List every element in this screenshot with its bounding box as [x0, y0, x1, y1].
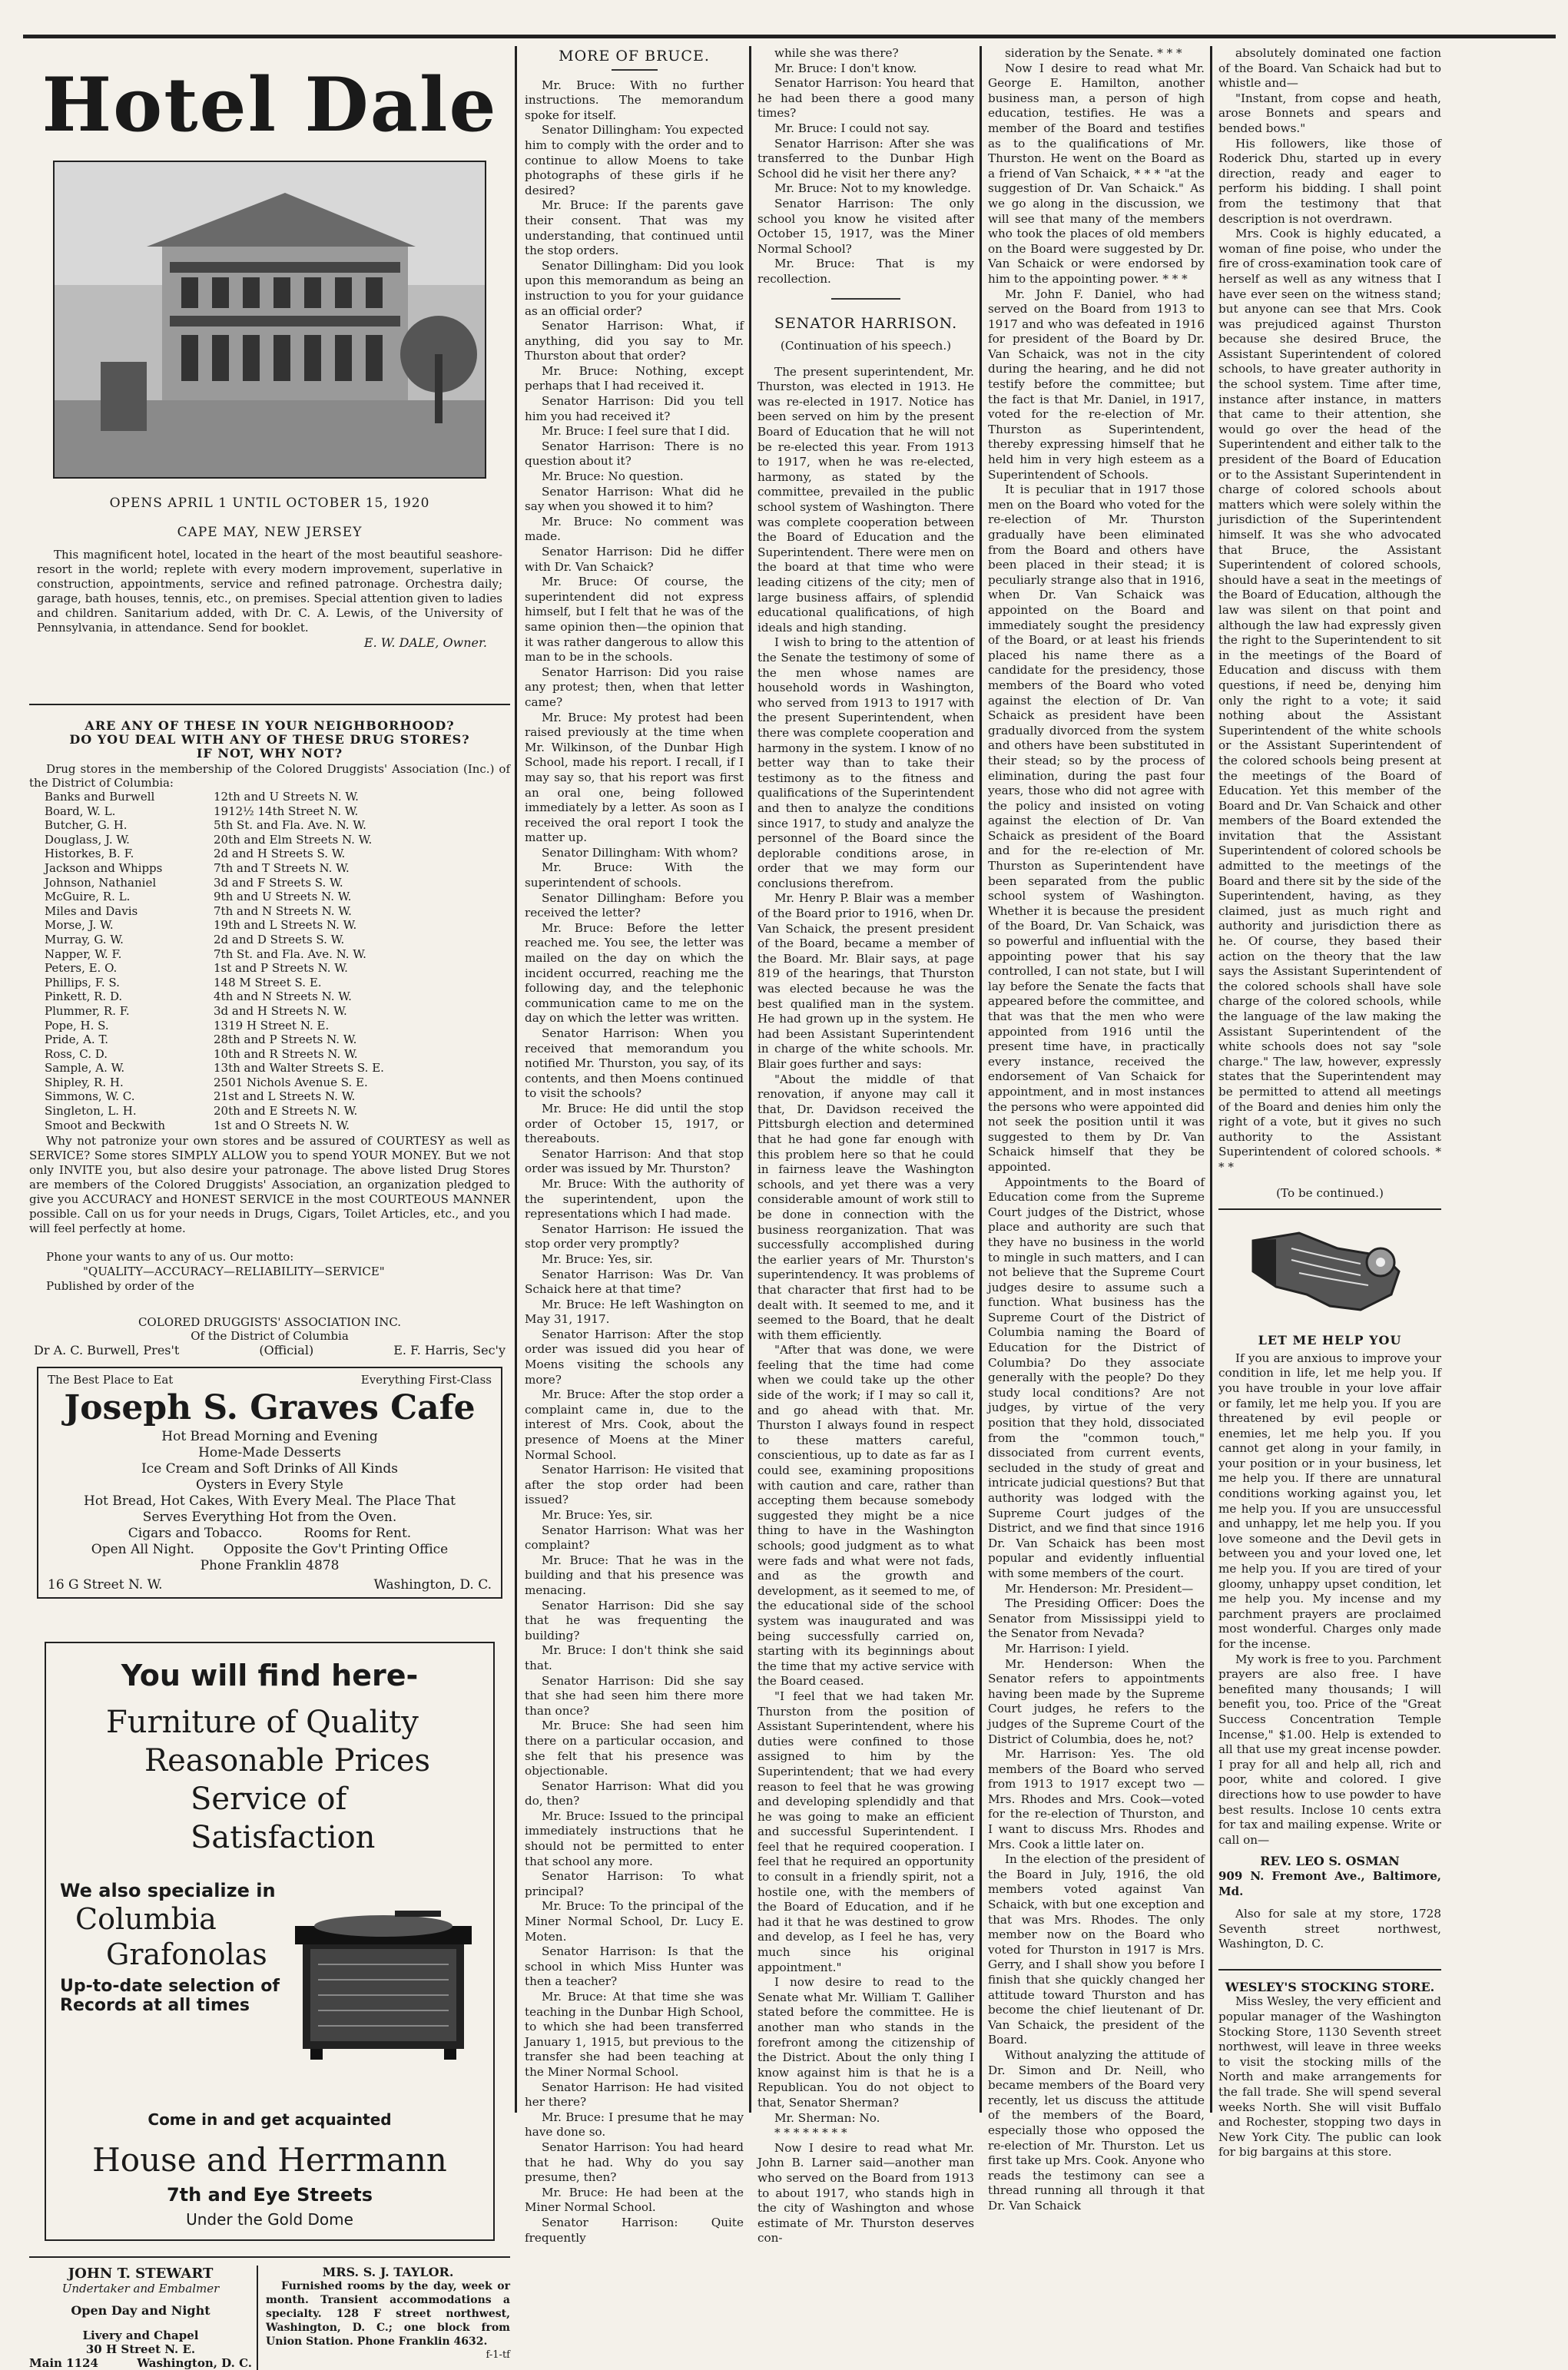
- store-address: 7th and N Streets N. W.: [214, 903, 352, 918]
- house-herrmann-ad: [45, 1642, 495, 2241]
- osman-ad: [1218, 1218, 1441, 1952]
- drug-store-row: [45, 1061, 525, 1076]
- testimony-paragraph: Senator Harrison: What, if anything, did you say to Mr. Thurston about that order?: [525, 319, 744, 363]
- hotel-illustration: [55, 162, 485, 477]
- testimony-paragraph: Mr. Bruce: No comment was made.: [525, 514, 744, 544]
- column-rule: [749, 46, 751, 2113]
- store-name: Pope, H. S.: [45, 1018, 109, 1033]
- testimony-paragraph: Senator Harrison: When you received that memorandum you notified Mr. Thurston, you say, of its contents, and then Moens continued to visit the schools?: [525, 1026, 744, 1101]
- harrison-speech-continued: [988, 46, 1205, 2214]
- store-address: 2d and H Streets S. W.: [214, 847, 346, 861]
- speech-paragraph: In the election of the president of the Board in July, 1916, the old members voted against Van Schaick, with but one exception and that was Mrs. Rhodes. The only member now on the Board who voted for Thurston in 1917 is Mrs. Gerry, and I shall show you before I finish that she quickly changed her attitude toward Thurston and has become the chief lieutenant of Dr. Van Schaick, the president of the Board.: [988, 1852, 1205, 2047]
- store-name: Jackson and Whipps: [45, 860, 163, 875]
- store-name: Johnson, Nathaniel: [45, 875, 157, 890]
- druggist-officers: [34, 1343, 506, 1357]
- testimony-paragraph: Senator Harrison: What did you do, then?: [525, 1778, 744, 1808]
- drug-store-row: [45, 790, 525, 804]
- testimony-paragraph: Mr. Bruce: Not to my knowledge.: [774, 181, 971, 196]
- speech-paragraph: Mr. Harrison: Yes. The old members of the Board who served from 1913 to 1917 except two — Mrs. Rhodes and Mrs. Cook—voted for the re-election of Thurston, and I want to discuss Mrs. Rhodes and Mrs. Cook a little later on.: [988, 1747, 1205, 1851]
- testimony-paragraph: Senator Harrison: Did she say that he was frequenting the building?: [525, 1598, 744, 1642]
- speech-paragraph: The Presiding Officer: Does the Senator from Mississippi yield to the Senator from Nevada?: [988, 1596, 1205, 1641]
- column-speech-and-ads: [1218, 46, 1441, 2160]
- graves-top-right: Everything First-Class: [360, 1373, 492, 1387]
- column-more-of-bruce: [525, 46, 744, 2245]
- osman-body: If you are anxious to improve your condition in life, let me help you. If you have trouble in your love affair or family, let me help you. If you are threatened by evil people or enemies, let me help you. If you cannot get along in your family, in your position or in your business, let me help you. If there are unnatural conditions working against you, let me help you. If you are unsuccessful and unhappy, let me help you. If you love someone and the Devil gets in between you and your loved one, let me help you. If you are tired of your gloomy, unhappy upset condition, let me help you. My incense and my parchment prayers are proclaimed most wonderful. Charges only made for the incense.: [1218, 1351, 1441, 1651]
- drug-store-row: [45, 1033, 525, 1047]
- bruce-testimony-continued: [757, 46, 974, 287]
- column-rule: [1210, 46, 1212, 2113]
- top-rule: [23, 35, 1556, 38]
- speech-paragraph: Mr. Sherman: No.: [774, 2110, 880, 2125]
- testimony-paragraph: Mr. Bruce: He left Washington on May 31, 1917.: [525, 1297, 744, 1327]
- store-name: Morse, J. W.: [45, 918, 114, 933]
- stewart-phone: Main 1124: [29, 2356, 98, 2370]
- speech-paragraph: "Instant, from copse and heath, arose Bonnets and spears and bended bows.": [1218, 91, 1441, 135]
- store-address: 20th and Elm Streets N. W.: [214, 832, 373, 847]
- testimony-paragraph: Mr. Bruce: Issued to the principal immediately instructions that he should not be permitted to enter that school any more.: [525, 1808, 744, 1868]
- drug-store-row: [45, 1119, 525, 1133]
- testimony-paragraph: Mr. Bruce: That is my recollection.: [757, 257, 974, 286]
- speech-paragraph: Now I desire to read what Mr. John B. Larner said—another man who served on the Board from 1913 to about 1917, who stands high in the city of Washington and whose estimate of Mr. Thurston deserves con-: [757, 2140, 974, 2246]
- store-address: 1st and P Streets N. W.: [214, 961, 348, 976]
- osman-store: Also for sale at my store, 1728 Seventh street northwest, Washington, D. C.: [1218, 1907, 1441, 1951]
- records-line-2: Records at all times: [60, 1996, 250, 2016]
- drug-store-row: [45, 833, 525, 847]
- store-address: 3d and H Streets N. W.: [214, 1003, 347, 1018]
- drug-store-row: [45, 989, 525, 1004]
- drug-store-row: [45, 947, 525, 962]
- speech-paragraph: Mr. Harrison: I yield.: [1005, 1641, 1129, 1656]
- specialize-text: We also specialize in: [60, 1880, 276, 1902]
- graves-line: Open All Night. Opposite the Gov't Printing Office: [91, 1542, 449, 1558]
- testimony-paragraph: Senator Harrison: Did she say that she had seen him there more than once?: [525, 1673, 744, 1718]
- testimony-paragraph: Senator Harrison: Quite frequently: [525, 2215, 744, 2245]
- graves-line: Hot Bread, Hot Cakes, With Every Meal. The Place That: [84, 1493, 456, 1510]
- store-address: 5th St. and Fla. Ave. N. W.: [214, 818, 366, 833]
- hotel-description: This magnificent hotel, located in the heart of the most beautiful seashore-resort in the world; replete with every modern improvement, superlative in construction, appointments, service and refined patronage. Orchestra daily; garage, bath houses, tennis, etc., on premises. Special attention given to ladies and children. Sanitarium added, with Dr. C. A. Lewis, of the University of Pennsylvania, in attendance. Send for booklet.: [37, 548, 502, 635]
- speech-paragraph: * * * * * * * *: [774, 2126, 847, 2140]
- store-name: Murray, G. W.: [45, 932, 124, 946]
- house-herrmann-street: 7th and Eye Streets: [166, 2184, 373, 2206]
- store-address: 12th and U Streets N. W.: [214, 790, 359, 804]
- speech-paragraph: "I feel that we had taken Mr. Thurston from the position of Assistant Superintendent, where his duties were confined to those assigned to him by the Superintendent; that we had every reason to feel that he was growing and developing splendidly and that he was going to make an efficient and successful Superintendent. I feel that he required cooperation. I feel that he required an opportunity to consult in a friendly spirit, not a hostile one, with the members of the Board of Education, and if he had it that he was destined to grow and develop, as I feel he has, very much since his original appointment.": [757, 1689, 974, 1974]
- hotel-location: CAPE MAY, NEW JERSEY: [177, 525, 363, 540]
- speech-paragraph: I now desire to read to the Senate what Mr. William T. Galliher stated before the committee. He is another man who stands in the forefront among the citizenship of the District. About the only thing I know against him is that he is a Republican. You do not object to that, Senator Sherman?: [757, 1975, 974, 2110]
- speech-paragraph: Mr. Henderson: When the Senator refers to appointments having been made by the Supreme Court judges, he refers to the judges of the Supreme Court of the District of Columbia, does he, not?: [988, 1656, 1205, 1746]
- store-address: 2501 Nichols Avenue S. E.: [214, 1075, 368, 1089]
- store-name: Ross, C. D.: [45, 1046, 108, 1061]
- testimony-paragraph: Mr. Bruce: Before the letter reached me. You see, the letter was mailed on the day on which the incident occurred, reaching me the following day, and the telephonic communication came to me on the day on which the letter was written.: [525, 920, 744, 1026]
- graves-line: Home-Made Desserts: [198, 1445, 341, 1461]
- testimony-paragraph: Senator Dillingham: With whom?: [542, 845, 738, 860]
- testimony-paragraph: Senator Harrison: He had visited her there?: [525, 2080, 744, 2110]
- hotel-photo: [53, 161, 486, 479]
- druggist-body: Why not patronize your own stores and be assured of COURTESY as well as SERVICE? Some stores SIMPLY ALLOW you to spend YOUR MONEY. But we not only INVITE you, but also desire your patronage. The above listed Drug Stores are members of the Colored Druggists' Association, an organization pledged to give you ACCURACY and HONEST SERVICE in the most COURTEOUS MANNER possible. Call on us for your needs in Drugs, Cigars, Toilet Articles, etc., and you will feel perfectly at home.: [29, 1134, 510, 1236]
- ads-column: [29, 46, 510, 2370]
- phonograph-icon: [287, 1895, 479, 2064]
- testimony-paragraph: Senator Harrison: You heard that he had been there a good many times?: [757, 76, 974, 121]
- divider: [29, 704, 510, 705]
- drug-store-row: [45, 976, 525, 990]
- graves-top-left: The Best Place to Eat: [48, 1373, 174, 1387]
- store-address: 7th and T Streets N. W.: [214, 860, 350, 875]
- store-address: 148 M Street S. E.: [214, 975, 322, 989]
- graves-line: Ice Cream and Soft Drinks of All Kinds: [141, 1461, 399, 1477]
- drug-store-row: [45, 847, 525, 861]
- store-name: Butcher, G. H.: [45, 818, 128, 833]
- druggist-question-2: DO YOU DEAL WITH ANY OF THESE DRUG STORES?: [69, 732, 470, 747]
- store-address: 1st and O Streets N. W.: [214, 1118, 350, 1132]
- bruce-testimony: [525, 78, 744, 2246]
- store-address: 13th and Walter Streets S. E.: [214, 1061, 384, 1076]
- stewart-address: 30 H Street N. E.: [85, 2342, 196, 2357]
- osman-name: REV. LEO S. OSMAN: [1260, 1854, 1400, 1869]
- hotel-signature: E. W. DALE, Owner.: [363, 635, 487, 650]
- testimony-paragraph: while she was there?: [774, 46, 899, 60]
- speech-paragraph: absolutely dominated one faction of the Board. Van Schaick had but to whistle and—: [1218, 46, 1441, 91]
- store-name: Board, W. L.: [45, 804, 116, 818]
- store-name: Miles and Davis: [45, 903, 138, 918]
- testimony-paragraph: Mr. Bruce: With the superintendent of schools.: [525, 860, 744, 890]
- store-address: 4th and N Streets N. W.: [214, 989, 352, 1004]
- stewart-name: JOHN T. STEWART: [68, 2266, 214, 2282]
- store-name: Plummer, R. F.: [45, 1003, 130, 1018]
- store-name: McGuire, R. L.: [45, 890, 131, 904]
- store-address: 2d and D Streets S. W.: [214, 932, 345, 946]
- graves-line: Hot Bread Morning and Evening: [161, 1429, 378, 1445]
- druggist-president: Dr A. C. Burwell, Pres't: [34, 1343, 180, 1358]
- hand-icon: [1245, 1218, 1414, 1325]
- columbia-text: Columbia: [75, 1902, 217, 1937]
- store-name: Douglass, J. W.: [45, 832, 130, 847]
- graves-title: Joseph S. Graves Cafe: [64, 1388, 476, 1428]
- graves-city: Washington, D. C.: [373, 1577, 492, 1593]
- section-rule: [831, 298, 900, 300]
- testimony-paragraph: Mr. Bruce: She had seen him there on a particular occasion, and she felt that his presence was objectionable.: [525, 1719, 744, 1778]
- druggist-question-3: IF NOT, WHY NOT?: [196, 746, 343, 761]
- speech-paragraph: The present superintendent, Mr. Thurston, was elected in 1913. He was re-elected in 1917. Notice has been served on him by the present Board of Education that he will not be re-elected this year. From 1913 to 1917, when he was re-elected, harmony, as stated by the committee, prevailed in the public school system of Washington. There was complete cooperation between the Board of Education and the Superintendent. There were men on the board at that time who were leading citizens of the city; men of large business affairs, of splendid educational qualifications, of high ideals and high standing.: [757, 364, 974, 635]
- store-address: 10th and R Streets N. W.: [214, 1046, 358, 1061]
- stewart-contact: [29, 2356, 252, 2370]
- store-address: 1912½ 14th Street N. W.: [214, 804, 359, 818]
- testimony-paragraph: Mr. Bruce: I don't think she said that.: [525, 1643, 744, 1672]
- store-name: Singleton, L. H.: [45, 1104, 137, 1119]
- testimony-paragraph: Mr. Bruce: Nothing, except perhaps that I had received it.: [525, 363, 744, 393]
- speech-paragraph: I wish to bring to the attention of the Senate the testimony of some of the men whose names are household words in Washington, who served from 1913 to 1917 with the present Superintendent, when there was complete cooperation and harmony in the system. I know of no better way than to take their testimony as to the fitness and qualifications of the Superintendent and then to analyze the conditions since 1917, to study and analyze the personnel of the Board since the deplorable conditions arose, in order that we may form our conclusions therefrom.: [757, 635, 974, 890]
- speech-paragraph: sideration by the Senate. * * *: [1005, 46, 1182, 60]
- column-speech-continued: [988, 46, 1205, 2213]
- store-address: 7th St. and Fla. Ave. N. W.: [214, 946, 366, 961]
- druggist-published: Published by order of the: [46, 1279, 194, 1294]
- testimony-paragraph: Senator Harrison: What did he say when you showed it to him?: [525, 484, 744, 514]
- drug-store-row: [45, 918, 525, 933]
- furniture-headline: You will find here-: [121, 1659, 419, 1693]
- speech-paragraph: His followers, like those of Roderick Dhu, started up in every direction, ready and eager to perform his bidding. I shall point from the testimony that that description is not overdrawn.: [1218, 136, 1441, 226]
- drug-store-row: [45, 1047, 525, 1062]
- testimony-paragraph: Mr. Bruce: I presume that he may have done so.: [525, 2110, 744, 2140]
- store-name: Shipley, R. H.: [45, 1075, 124, 1089]
- druggists-ad: [29, 719, 510, 1357]
- house-herrmann-location: Under the Gold Dome: [186, 2210, 353, 2229]
- taylor-name: MRS. S. J. TAYLOR.: [322, 2265, 454, 2280]
- stewart-livery: Livery and Chapel: [82, 2329, 199, 2343]
- furniture-line: Service of Satisfaction: [191, 1782, 376, 1856]
- speech-paragraph: "After that was done, we were feeling that the time had come when we could take up the other side of the work; if I may so call it, and go ahead with that. Mr. Thurston I always found in respect to these matters careful, conscientious, up to date as far as I could see, examining propositions with caution and care, rather than accepting them because somebody suggested they might be a nice thing to have in the Washington schools; good judgment as to what were fads and what were not fads, and as the growth and development, as it seemed to me, of the educational side of the school system was inaugurated and was being successfully carried on, starting with its beginnings about the time that my active service with the Board ceased.: [757, 1343, 974, 1689]
- testimony-paragraph: Senator Harrison: After the stop order was issued did you hear of Moens visiting the schools any more?: [525, 1327, 744, 1387]
- come-in-text: Come in and get acquainted: [148, 2110, 392, 2130]
- hand-illustration: [1245, 1218, 1414, 1325]
- speech-paragraph: Mr. Henry P. Blair was a member of the Board prior to 1916, when Dr. Van Schaick, the present president of the Board, became a member of the Board. Mr. Blair says, at page 819 of the hearings, that Thurston was elected because he was the best qualified man in the system. He had grown up in the system. He had been Assistant Superintendent in charge of the white schools. Mr. Blair goes further and says:: [757, 891, 974, 1071]
- drug-store-row: [45, 861, 525, 876]
- testimony-paragraph: Senator Harrison: You had heard that he had. Why do you say presume, then?: [525, 2140, 744, 2185]
- heading-rule: [612, 69, 658, 71]
- testimony-paragraph: Mr. Bruce: With the authority of the superintendent, upon the representations which I had made.: [525, 1176, 744, 1221]
- testimony-paragraph: Mr. Bruce: I could not say.: [774, 121, 930, 135]
- testimony-paragraph: Senator Harrison: What was her complaint?: [525, 1523, 744, 1553]
- graves-address: 16 G Street N. W.: [48, 1577, 163, 1593]
- divider: [1218, 1208, 1441, 1210]
- testimony-paragraph: Senator Harrison: After she was transferred to the Dunbar High School did he visit her there any?: [757, 136, 974, 181]
- harrison-speech: [757, 365, 974, 2246]
- testimony-paragraph: Senator Dillingham: You expected him to comply with the order and to continue to allow Moens to take photographs of these girls if he desired?: [525, 123, 744, 197]
- testimony-paragraph: Senator Harrison: Was Dr. Van Schaick here at that time?: [525, 1267, 744, 1297]
- testimony-paragraph: Mr. Bruce: He did until the stop order of October 15, 1917, or thereabouts.: [525, 1101, 744, 1146]
- graves-line: Serves Everything Hot from the Oven.: [142, 1510, 397, 1526]
- testimony-paragraph: Senator Dillingham: Did you look upon this memorandum as being an instruction to you for your guidance as an official order?: [525, 258, 744, 318]
- furniture-line: Furniture of Quality: [106, 1705, 419, 1741]
- drug-store-row: [45, 961, 525, 976]
- testimony-paragraph: Senator Dillingham: Before you received the letter?: [525, 890, 744, 920]
- testimony-paragraph: Mr. Bruce: At that time she was teaching in the Dunbar High School, to which she had been transferred January 1, 1915, but previous to the transfer she had been teaching at the Miner Normal School.: [525, 1990, 744, 2079]
- store-name: Historkes, B. F.: [45, 847, 134, 861]
- furniture-line: Reasonable Prices: [144, 1743, 431, 1779]
- more-of-bruce-heading: MORE OF BRUCE.: [559, 48, 710, 65]
- drug-store-row: [45, 1089, 525, 1104]
- testimony-paragraph: Senator Harrison: The only school you know he visited after October 15, 1917, was the Miner Normal School?: [757, 196, 974, 256]
- harrison-speech-end: [1218, 46, 1441, 1175]
- grafonolas-text: Grafonolas: [106, 1937, 267, 1972]
- druggist-official: (Official): [259, 1343, 314, 1358]
- drug-store-row: [45, 1076, 525, 1090]
- store-address: 28th and P Streets N. W.: [214, 1033, 357, 1047]
- speech-paragraph: "About the middle of that renovation, if anyone may call it that, Dr. Davidson received the Pittsburgh election and determined that he had gone far enough with this problem here so that he could in fairness leave the Washington schools, and yet there was a very considerable amount of work still to be done in connection with the business reorganization. That was successfully accomplished during the earlier years of Mr. Thurston's superintendency. It was problems of that character that first had to be dealt with. It seemed to me, and it seemed to the Board, that he dealt with them efficiently.: [757, 1072, 974, 1342]
- testimony-paragraph: Senator Harrison: Is that the school in which Miss Hunter was then a teacher?: [525, 1944, 744, 1989]
- classified-ads: [29, 2256, 510, 2370]
- druggist-association: COLORED DRUGGISTS' ASSOCIATION INC.: [138, 1315, 402, 1330]
- testimony-paragraph: Mr. Bruce: Yes, sir.: [542, 1251, 653, 1266]
- senator-harrison-heading: SENATOR HARRISON.: [774, 314, 958, 332]
- speech-paragraph: Mr. John F. Daniel, who had served on the Board from 1913 to 1917 and who was defeated in 1916 for president of the Board by Dr. Van Schaick, was not in the city during the hearing, and he did not testify before the committee; but the fact is that Mr. Daniel, in 1917, voted for the re-election of Mr. Thurston as Superintendent, thereby expressing himself that he held him in very high esteem as a Superintendent of Schools.: [988, 287, 1205, 482]
- testimony-paragraph: Mr. Bruce: No question.: [542, 469, 684, 484]
- store-name: Pride, A. T.: [45, 1033, 109, 1047]
- testimony-paragraph: Mr. Bruce: That he was in the building and that his presence was menacing.: [525, 1553, 744, 1597]
- testimony-paragraph: Mr. Bruce: If the parents gave their consent. That was my understanding, that continued until the stop orders.: [525, 198, 744, 258]
- taylor-body: Furnished rooms by the day, week or month. Transient accommodations a specialty. 128 F street northwest, Washington, D. C.; one block from Union Station. Phone Franklin 4632.: [266, 2280, 510, 2348]
- osman-address: 909 N. Fremont Ave., Baltimore, Md.: [1218, 1868, 1441, 1898]
- store-address: 9th and U Streets N. W.: [214, 890, 352, 904]
- store-name: Peters, E. O.: [45, 961, 118, 976]
- drug-store-row: [45, 804, 525, 819]
- taylor-ad: [258, 2266, 510, 2370]
- taylor-code: f-1-tf: [486, 2349, 510, 2362]
- testimony-paragraph: Mr. Bruce: Yes, sir.: [542, 1508, 653, 1522]
- store-name: Phillips, F. S.: [45, 975, 120, 989]
- graves-cafe-ad: [37, 1367, 502, 1599]
- graves-top-line: [48, 1373, 492, 1387]
- testimony-paragraph: Mr. Bruce: To the principal of the Miner Normal School, Dr. Lucy E. Moten.: [525, 1899, 744, 1944]
- druggist-intro: Drug stores in the membership of the Colored Druggists' Association (Inc.) of the District of Columbia:: [29, 762, 510, 790]
- testimony-paragraph: Senator Harrison: Did you raise any protest; then, when that letter came?: [525, 665, 744, 709]
- druggist-phone: Phone your wants to any of us. Our motto:: [46, 1250, 294, 1265]
- osman-body-2: My work is free to you. Parchment prayers are also free. I have benefited many thousands; I will benefit you, too. Price of the "Great Success Concentration Temple Incense," $1.00. Help is extended to all that use my great incense powder. I pray for all and help all, rich and poor, white and colored. I give directions how to use powder to have best results. Inclose 10 cents extra for tax and mailing expense. Write or call on—: [1218, 1652, 1441, 1847]
- testimony-paragraph: Senator Harrison: Did he differ with Dr. Van Schaick?: [525, 545, 744, 574]
- speech-paragraph: Without analyzing the attitude of Dr. Simon and Dr. Neill, who became members of the Board very recently, let us discuss the attitude of the members of the Board, especially those who opposed the re-election of Mr. Thurston. Let us first take up Mrs. Cook. Anyone who reads the testimony can see a thread running all through it that Dr. Van Schaick: [988, 2047, 1205, 2213]
- osman-headline: LET ME HELP YOU: [1258, 1333, 1402, 1348]
- testimony-paragraph: Senator Harrison: He issued the stop order very promptly?: [525, 1221, 744, 1251]
- hotel-dale-ad: [29, 61, 510, 650]
- druggist-association-district: Of the District of Columbia: [191, 1329, 349, 1344]
- drug-store-row: [45, 904, 525, 919]
- testimony-paragraph: Senator Harrison: There is no question about it?: [525, 439, 744, 469]
- wesley-body: Miss Wesley, the very efficient and popular manager of the Washington Stocking Store, 1130 Seventh street northwest, will leave in three weeks to visit the stocking mills of the North and make arrangements for the fall trade. She will spend several weeks North. She will visit Buffalo and Rochester, stopping two days in New York City. The public can look for big bargains at this store.: [1218, 1994, 1441, 2160]
- store-name: Banks and Burwell: [45, 790, 155, 804]
- to-be-continued: (To be continued.): [1276, 1185, 1384, 1200]
- speech-paragraph: It is peculiar that in 1917 those men on the Board who voted for the re-election of Mr. Thurston gradually have been eliminated from the Board and others have been placed in their stead; it is peculiarly strange also that in 1916, when Dr. Van Schaick was appointed on the Board and immediately sought the presidency of the Board, or at least his friends placed his name there as a candidate for the presidency, those members of the Board who voted against the election of Dr. Van Schaick as president have been gradually divorced from the system and others have been substituted in their stead; so by the process of elimination, during the past four years, those who did not agree with the policy and insisted on voting against the election of Dr. Van Schaick as president of the Board and for the re-election of Mr. Thurston as Superintendent have been separated from the public school system of Washington. Whether it is because the president of the Board, Dr. Van Schaick, was so powerful and influential with the appointing power that his say controlled, I can not state, but I will lay before the Senate the facts that appeared before the committee, and that was that the men who were appointed from 1916 until the present time have, in practically every instance, received the endorsement of Van Schaick for appointment, and in most instances the persons who were appointed did not seek the position until it was suggested to them by Dr. Van Schaick himself that they be appointed.: [988, 482, 1205, 1174]
- speech-paragraph: Now I desire to read what Mr. George E. Hamilton, another business man, a person of high education, testifies. He was a member of the Board and testifies as to the qualifications of Mr. Thurston. He went on the Board as a friend of Van Schaick, * * * "at the suggestion of Dr. Van Schaick." As we go along in the discussion, we will see that many of the members who took the places of old members on the Board were suggested by Dr. Van Schaick or were endorsed by him to the appointing power. * * *: [988, 61, 1205, 286]
- testimony-paragraph: Senator Harrison: To what principal?: [525, 1869, 744, 1898]
- store-name: Sample, A. W.: [45, 1061, 125, 1076]
- drug-store-row: [45, 933, 525, 947]
- column-senator-harrison: [757, 46, 974, 2246]
- graves-line: Cigars and Tobacco. Rooms for Rent.: [128, 1526, 412, 1542]
- store-address: 1319 H Street N. E.: [214, 1018, 330, 1033]
- grafonola-section: [60, 1880, 479, 2095]
- drug-store-list: [45, 790, 525, 1132]
- testimony-paragraph: Mr. Bruce: I feel sure that I did.: [542, 424, 731, 439]
- testimony-paragraph: Mr. Bruce: With no further instructions. The memorandum spoke for itself.: [525, 78, 744, 122]
- drug-store-row: [45, 890, 525, 904]
- speech-paragraph: Mrs. Cook is highly educated, a woman of fine poise, who under the fire of cross-examination took care of herself as well as any witness that I have ever seen on the witness stand; but anyone can see that Mrs. Cook was prejudiced against Thurston because she desired Bruce, the Assistant Superintendent of colored schools, to have greater authority in the school system. Time after time, instance after instance, in matters that came to their attention, she would go over the head of the Superintendent and either talk to the president of the Board of Education or to the Assistant Superintendent in charge of colored schools about matters which were solely within the jurisdiction of the Superintendent himself. It was she who advocated that Bruce, the Assistant Superintendent of colored schools, should have a seat in the meetings of the Board of Education, although the law was silent on that point and although the law had expressly given the right to the Superintendent to sit in the meetings of the Board of Education and discuss with them questions, if need be, denying him only the right to a vote; it said nothing about the Assistant Superintendent of the white schools or the Assistant Superintendent of the colored schools being present at the meetings of the Board of Education. Yet this member of the Board and Dr. Van Schaick and other members of the Board extended the invitation that the Assistant Superintendent of colored schools be admitted to the meetings of the Board and there sit by the side of the Superintendent, having, as they claimed, just as much right and authority and jurisdiction there as he. Of course, they based their action on the theory that the law says the Assistant Superintendent of the colored schools shall have sole charge of the colored schools, while the language of the law making the Assistant Superintendent of the white schools does not say "sole charge." The law, however, expressly states that the Superintendent may be permitted to attend all meetings of the Board and denies him only the right of a vote, but it gives no such authority to the Assistant Superintendent of colored schools. * * *: [1218, 227, 1441, 1174]
- drug-store-row: [45, 1104, 525, 1119]
- speech-subheading: (Continuation of his speech.): [780, 339, 952, 353]
- testimony-paragraph: Mr. Bruce: He had been at the Miner Normal School.: [525, 2185, 744, 2215]
- testimony-paragraph: Senator Harrison: He visited that after the stop order had been issued?: [525, 1463, 744, 1507]
- testimony-paragraph: Mr. Bruce: My protest had been raised previously at the time when Mr. Wilkinson, of the Dunbar High School, made his report. I recall, if I may say so, that his report was first an oral one, being followed immediately by a letter. As soon as I received the oral report I took the matter up.: [525, 710, 744, 845]
- drug-store-row: [45, 1004, 525, 1019]
- druggist-secretary: E. F. Harris, Sec'y: [393, 1343, 506, 1358]
- store-address: 3d and F Streets S. W.: [214, 875, 343, 890]
- records-line-1: Up-to-date selection of: [60, 1977, 280, 1997]
- graves-phone: Phone Franklin 4878: [200, 1558, 340, 1574]
- druggist-question-1: ARE ANY OF THESE IN YOUR NEIGHBORHOOD?: [85, 718, 455, 733]
- testimony-paragraph: Senator Harrison: Did you tell him you had received it?: [525, 394, 744, 423]
- store-address: 21st and L Streets N. W.: [214, 1089, 356, 1104]
- column-rule: [980, 46, 982, 2113]
- store-name: Pinkett, R. D.: [45, 989, 123, 1004]
- graves-line: Oysters in Every Style: [196, 1477, 343, 1493]
- graves-address-line: [48, 1577, 492, 1593]
- stewart-trade: Undertaker and Embalmer: [61, 2282, 220, 2296]
- speech-paragraph: Mr. Henderson: Mr. President—: [1005, 1581, 1194, 1596]
- divider: [1218, 1969, 1441, 1971]
- hotel-title: Hotel Dale: [41, 61, 498, 148]
- stewart-hours: Open Day and Night: [71, 2303, 211, 2319]
- testimony-paragraph: Mr. Bruce: Of course, the superintendent did not express himself, but I felt that he was of the same opinion then—the opinion that it was rather dangerous to allow this man to be in the schools.: [525, 575, 744, 665]
- store-name: Simmons, W. C.: [45, 1089, 135, 1104]
- drug-store-row: [45, 876, 525, 890]
- store-name: Smoot and Beckwith: [45, 1118, 166, 1132]
- testimony-paragraph: Senator Harrison: And that stop order was issued by Mr. Thurston?: [525, 1146, 744, 1176]
- store-name: Napper, W. F.: [45, 946, 122, 961]
- stewart-city: Washington, D. C.: [137, 2356, 252, 2370]
- testimony-paragraph: Mr. Bruce: After the stop order a complaint came in, due to the interest of Mrs. Cook, about the presence of Moens at the Miner Normal School.: [525, 1387, 744, 1462]
- store-address: 19th and L Streets N. W.: [214, 918, 357, 933]
- drug-store-row: [45, 818, 525, 833]
- speech-paragraph: Appointments to the Board of Education come from the Supreme Court judges of the District, whose place and authority are such that they have no business in the world to mingle in such matters, and I can not believe that the Supreme Court judges desire to assume such a function. What business has the Supreme Court of the District of Columbia naming the Board of Education for the District of Columbia? Do they associate generally with the people? Do they study local conditions? Are not judges, by virtue of the very position that they hold, dissociated from the "common touch," dissociated from current events, secluded in the study of great and intricate judicial questions? But that authority was lodged with the Supreme Court judges of the District, and we find that since 1916 Dr. Van Schaick has been most popular and evidently influential with some members of the court.: [988, 1175, 1205, 1580]
- testimony-paragraph: Mr. Bruce: I don't know.: [774, 61, 917, 75]
- wesley-headline: WESLEY'S STOCKING STORE.: [1225, 1979, 1435, 1994]
- hotel-dates: OPENS APRIL 1 UNTIL OCTOBER 15, 1920: [109, 496, 430, 511]
- house-herrmann-name: House and Herrmann: [92, 2141, 447, 2179]
- druggist-motto: "QUALITY—ACCURACY—RELIABILITY—SERVICE": [83, 1265, 385, 1279]
- wesley-ad: [1218, 1980, 1441, 2160]
- drug-store-row: [45, 1019, 525, 1033]
- store-address: 20th and E Streets N. W.: [214, 1104, 358, 1119]
- stewart-ad: [29, 2266, 258, 2370]
